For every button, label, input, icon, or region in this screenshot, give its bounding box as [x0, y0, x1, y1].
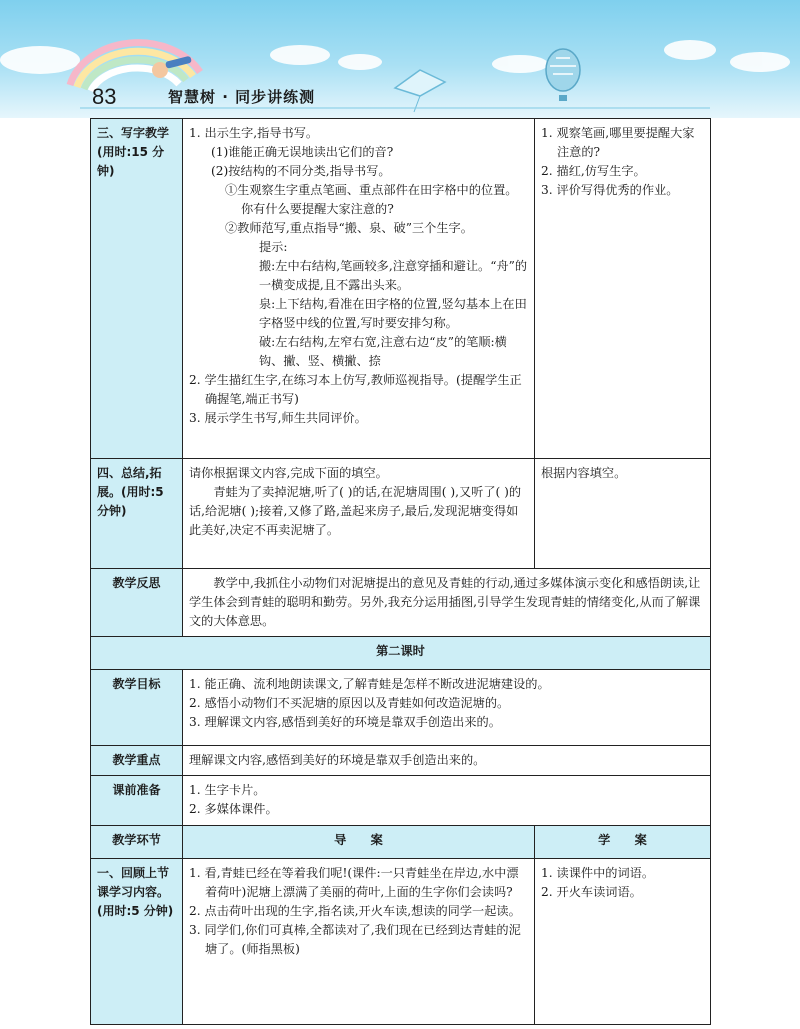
list-item: 2. 点击荷叶出现的生字,指名读,开火车读,想读的同学一起读。 — [189, 904, 521, 918]
fill-in-paragraph: 青蛙为了卖掉泥塘,听了( )的话,在泥塘周围( ),又听了( )的话,给泥塘( );接着,又修了路,盖起来房子,最后,发现泥塘变得如此美好,决定不再卖泥塘了。 — [189, 485, 522, 537]
list-item: 搬:左中右结构,笔画较多,注意穿插和避让。“舟”的一横变成提,且不露出头来。 — [259, 259, 528, 292]
table-row — [91, 459, 711, 569]
list-item: 1. 出示生字,指导书写。 — [189, 126, 319, 140]
lesson-plan-table — [90, 118, 711, 1025]
study-cell-review — [535, 859, 711, 1025]
list-item: 请你根据课文内容,完成下面的填空。 — [189, 466, 388, 480]
second-lesson-title: 第二课时 — [91, 637, 711, 670]
list-item: 1. 观察笔画,哪里要提醒大家注意的? — [541, 126, 695, 159]
hot-air-balloon-icon — [546, 49, 580, 101]
goals-cell — [183, 670, 711, 746]
prep-label: 课前准备 — [91, 776, 183, 826]
list-item: 2. 开火车读词语。 — [541, 885, 642, 899]
list-item: 1. 生字卡片。 — [189, 783, 266, 797]
study-cell-summary: 根据内容填空。 — [535, 459, 711, 569]
list-item: 1. 读课件中的词语。 — [541, 866, 655, 880]
list-item: 3. 理解课文内容,感悟到美好的环境是靠双手创造出来的。 — [189, 715, 501, 729]
list-item: 3. 展示学生书写,师生共同评价。 — [189, 411, 367, 425]
table-row — [91, 637, 711, 670]
list-item: 1. 能正确、流利地朗读课文,了解青蛙是怎样不断改进泥塘建设的。 — [189, 677, 550, 691]
sky-illustration — [0, 0, 800, 118]
table-row — [91, 746, 711, 776]
header-banner — [0, 0, 800, 118]
list-item: 2. 多媒体课件。 — [189, 802, 278, 816]
table-row — [91, 119, 711, 459]
reflection-text-cell — [183, 569, 711, 637]
list-item: (1)谁能正确无误地读出它们的音? — [211, 145, 394, 159]
list-item: 2. 学生描红生字,在练习本上仿写,教师巡视指导。(提醒学生正确握笔,端正书写) — [189, 373, 522, 406]
stage-label-summary: 四、总结,拓展。(用时:5 分钟) — [91, 459, 183, 569]
list-item: ①生观察生字重点笔画、重点部件在田字格中的位置。你有什么要提醒大家注意的? — [225, 183, 518, 216]
stage-label-review: 一、回顾上节课学习内容。(用时:5 分钟) — [91, 859, 183, 1025]
kite-icon — [395, 70, 445, 112]
list-item: 泉:上下结构,看准在田字格的位置,竖勾基本上在田字格竖中线的位置,写时要安排匀称。 — [259, 297, 527, 330]
reflection-text: 教学中,我抓住小动物们对泥塘提出的意见及青蛙的行动,通过多媒体演示变化和感悟朗读,让学生体会到青蛙的聪明和勤劳。另外,我充分运用插图,引导学生发现青蛙的情绪变化,从而了解课文的大体意思。 — [189, 576, 701, 628]
list-item: 提示: — [259, 240, 288, 254]
guide-cell-review — [183, 859, 535, 1025]
prep-cell — [183, 776, 711, 826]
stage-label-writing: 三、写字教学(用时:15 分钟) — [91, 119, 183, 459]
table-row — [91, 776, 711, 826]
guide-cell-summary — [183, 459, 535, 569]
rainbow-icon — [70, 43, 200, 91]
table-row — [91, 569, 711, 637]
table-row — [91, 859, 711, 1025]
key-points-text: 理解课文内容,感悟到美好的环境是靠双手创造出来的。 — [183, 746, 711, 776]
goals-label: 教学目标 — [91, 670, 183, 746]
table-row — [91, 670, 711, 746]
key-points-label: 教学重点 — [91, 746, 183, 776]
list-item: 2. 感悟小动物们不买泥塘的原因以及青蛙如何改造泥塘的。 — [189, 696, 510, 710]
series-title: 智慧树 · 同步讲练测 — [168, 88, 316, 106]
study-cell-writing — [535, 119, 711, 459]
reflection-label: 教学反思 — [91, 569, 183, 637]
list-item: 破:左右结构,左窄右宽,注意右边“皮”的笔顺:横钩、撇、竖、横撇、捺 — [259, 335, 507, 368]
guide-cell-writing — [183, 119, 535, 459]
column-header-study: 学 案 — [535, 826, 711, 859]
list-item: ②教师范写,重点指导“搬、泉、破”三个生字。 — [225, 221, 473, 235]
list-item: 1. 看,青蛙已经在等着我们呢!(课件:一只青蛙坐在岸边,水中漂着荷叶)泥塘上漂满了美丽的荷叶,上面的生字你们会读吗? — [189, 866, 519, 899]
list-item: 3. 同学们,你们可真棒,全都读对了,我们现在已经到达青蛙的泥塘了。(师指黑板) — [189, 923, 521, 956]
list-item: 3. 评价写得优秀的作业。 — [541, 183, 679, 197]
page-number: 83 — [92, 84, 117, 109]
column-header-guide: 导 案 — [183, 826, 535, 859]
table-header-row — [91, 826, 711, 859]
list-item: 2. 描红,仿写生字。 — [541, 164, 646, 178]
list-item: (2)按结构的不同分类,指导书写。 — [211, 164, 391, 178]
column-header-stage: 教学环节 — [91, 826, 183, 859]
